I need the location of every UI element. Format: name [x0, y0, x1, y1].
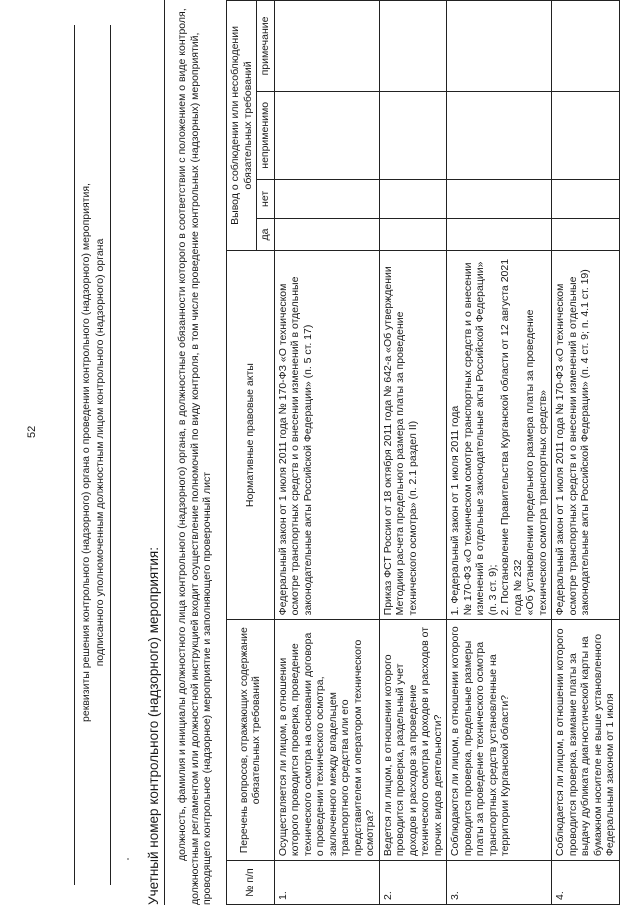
row-no-cell[interactable]	[447, 179, 552, 218]
checklist-sheet	[60, 0, 620, 905]
requisites-caption-line2: подписанного уполномоченным должностным лицом контрольного (надзорного) органа	[94, 238, 106, 667]
registration-number-text: Учетный номер контрольного (надзорного) мероприятия:	[146, 547, 161, 905]
row-yes-cell[interactable]	[552, 219, 620, 251]
table-row	[552, 1, 620, 905]
row-question: Соблюдается ли лицом, в отношении которого проводится проверка, взимание платы за выдачу дубликата диагностической карты на бумажном носителе не выше установленного Федеральным законом от 1 июля	[552, 620, 620, 861]
registration-number-label	[146, 547, 162, 905]
header-not-applicable: неприменимо	[257, 91, 275, 179]
row-no-cell[interactable]	[379, 179, 447, 218]
row-no-cell[interactable]	[552, 179, 620, 218]
checklist-table	[226, 0, 620, 905]
header-row	[227, 1, 257, 905]
table-row	[274, 1, 379, 905]
row-note-cell[interactable]	[447, 1, 552, 92]
row-number: 2.	[379, 861, 447, 905]
row-question: Ведется ли лицом, в отношении которого проводится проверка, раздельный учет доходов и расходов за проведение технического осмотра и доходов и расходов от прочих видов деятельности?	[379, 620, 447, 861]
row-yes-cell[interactable]	[274, 219, 379, 251]
official-description-text: должность, фамилия и инициалы должностного лица контрольного (надзорного) органа, в должностные обязанности которого в соответствии с положением о виде контроля, должностным регламентом или должностной инструкцией входит осуществление полномочий по виду контроля, в том числе проведение контрольных (надзорных) мероприятий, проводящего контрольное (надзорное) мероприятие и заполняющего проверочный лист	[176, 8, 213, 905]
requisites-caption-line1: реквизиты решения контрольного (надзорного) органа о проведении контрольного (надзорного) мероприятия,	[80, 183, 92, 722]
row-na-cell[interactable]	[274, 91, 379, 179]
row-question: Осуществляется ли лицом, в отношении которого проводится проверка, проведение технического осмотра на основании договора о проведении технического осмотра, заключенного между владельцем транспортного средства или его представителем и оператором технического осмотра?	[274, 620, 379, 861]
row-na-cell[interactable]	[379, 91, 447, 179]
table-row	[379, 1, 447, 905]
requisites-rule	[74, 25, 75, 885]
row-yes-cell[interactable]	[379, 219, 447, 251]
row-yes-cell[interactable]	[447, 219, 552, 251]
row-na-cell[interactable]	[447, 91, 552, 179]
row-acts: 1. Федеральный закон от 1 июля 2011 года № 170-ФЗ «О техническом осмотре транспортных средств и о внесении изменений в отдельные законодательные акты Российской Федерации» (п. 3 ст. 9); 2. Постановление Правительства Курганской области от 12 августа 2021 года № 232 «Об установлении предельного размера платы за проведение технического осмотра транспортных средств»	[447, 250, 552, 619]
row-note-cell[interactable]	[379, 1, 447, 92]
row-question: Соблюдаются ли лицом, в отношении которого проводится проверка, предельные размеры платы за проведение технического осмотра транспортных средств установленные на территории Курганской области?	[447, 620, 552, 861]
header-conclusion: Вывод о соблюдении или несоблюдении обязательных требований	[227, 1, 257, 251]
official-description	[176, 0, 214, 905]
header-question: Перечень вопросов, отражающих содержание обязательных требований	[227, 620, 275, 861]
requisites-bottom-rule	[110, 25, 111, 885]
row-acts: Федеральный закон от 1 июля 2011 года № 170-ФЗ «О техническом осмотре транспортных средств и о внесении изменений в отдельные законодательные акты Российской Федерации» (п. 5 ст. 17)	[274, 250, 379, 619]
row-acts: Федеральный закон от 1 июля 2011 года № 170-ФЗ «О техническом осмотре транспортных средств и о внесении изменений в отдельные законодательные акты Российской Федерации» (п. 4 ст. 9; п. 4.1 ст. 19)	[552, 250, 620, 619]
header-no: нет	[257, 179, 275, 218]
row-number: 3.	[447, 861, 552, 905]
row-number: 4.	[552, 861, 620, 905]
page-number: 52	[26, 425, 38, 438]
header-num: № п/п	[227, 861, 275, 905]
row-number: 1.	[274, 861, 379, 905]
header-note: примечание	[257, 1, 275, 92]
row-no-cell[interactable]	[274, 179, 379, 218]
table-row	[447, 1, 552, 905]
header-yes: да	[257, 219, 275, 251]
row-acts: Приказ ФСТ России от 18 октября 2011 года № 642-а «Об утверждении Методики расчета предельного размера платы за проведение технического осмотра» (п. 2.1 раздел II)	[379, 250, 447, 619]
row-note-cell[interactable]	[552, 1, 620, 92]
header-acts: Нормативные правовые акты	[227, 250, 275, 619]
row-na-cell[interactable]	[552, 91, 620, 179]
row-note-cell[interactable]	[274, 1, 379, 92]
registration-number-rule	[164, 0, 165, 905]
